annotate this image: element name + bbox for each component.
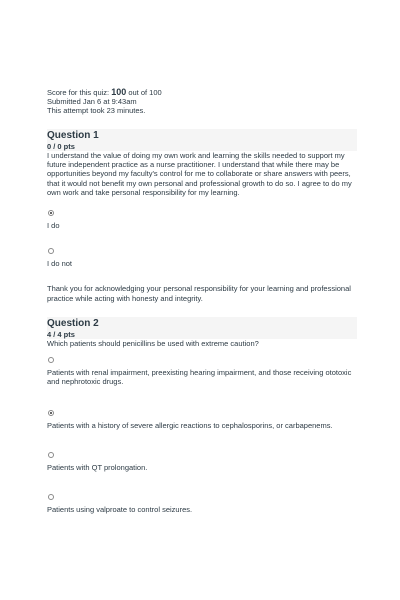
question-points: 0 / 0 pts: [47, 142, 75, 151]
score-label: Score for this quiz:: [47, 88, 110, 97]
answer-label: I do not: [47, 259, 73, 269]
radio-unselected-icon[interactable]: [48, 452, 54, 458]
answer-option[interactable]: [47, 452, 357, 472]
answer-option[interactable]: [47, 410, 357, 430]
question-text: I understand the value of doing my own work and learning the skills needed to support my future independent practice as a nurse practitioner. I understand that while there may be opportunities beyond my faculty's control for me to collaborate or share answers with peers, that it would not benefit my own personal and professional growth to do so. I agree to do my own work and take personal responsibility for my learning.: [47, 151, 352, 197]
answer-option[interactable]: [47, 248, 357, 268]
radio-unselected-icon[interactable]: [48, 494, 54, 500]
radio-unselected-icon[interactable]: [48, 357, 54, 363]
answer-label: Patients with a history of severe allergic reactions to cephalosporins, or carbapenems.: [47, 421, 333, 431]
score-total: out of 100: [128, 88, 162, 97]
question-text: Which patients should penicillins be used with extreme caution?: [47, 339, 259, 349]
radio-selected-icon[interactable]: [48, 210, 54, 216]
answer-option[interactable]: [47, 357, 357, 386]
attempt-duration: This attempt took 23 minutes.: [47, 106, 146, 115]
question-title: Question 1: [47, 130, 99, 141]
answer-label: I do: [47, 221, 60, 231]
question-title: Question 2: [47, 318, 99, 330]
submitted-time: Submitted Jan 6 at 9:43am: [47, 97, 137, 106]
quiz-summary: [47, 88, 357, 115]
question-header: [47, 317, 357, 339]
answer-label: Patients using valproate to control seizures.: [47, 505, 193, 515]
answer-option[interactable]: [47, 494, 357, 514]
radio-selected-icon[interactable]: [48, 410, 54, 416]
question-2: [47, 317, 357, 514]
score-line: [47, 88, 357, 97]
question-header: [47, 129, 357, 151]
answer-label: Patients with renal impairment, preexisting hearing impairment, and those receiving ototoxic and nephrotoxic drugs.: [47, 367, 352, 386]
score-value: 100: [111, 87, 127, 97]
question-feedback: Thank you for acknowledging your personal responsibility for your learning and professional practice while acting with honesty and integrity.: [47, 284, 351, 303]
question-points: 4 / 4 pts: [47, 330, 75, 340]
radio-unselected-icon[interactable]: [48, 248, 54, 254]
answer-label: Patients with QT prolongation.: [47, 463, 148, 473]
quiz-results-page: [47, 88, 357, 515]
question-1: [47, 129, 357, 303]
answer-option[interactable]: [47, 210, 357, 230]
